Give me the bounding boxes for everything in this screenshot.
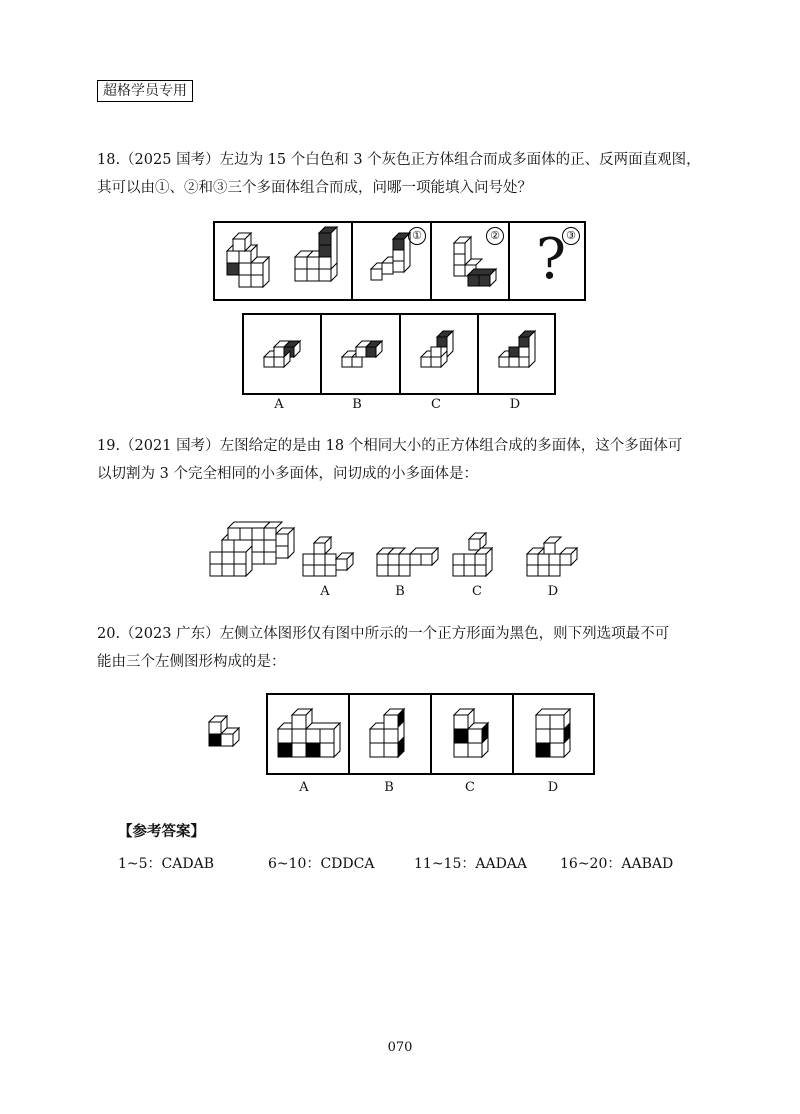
q18-option-b-cubes [322,315,399,393]
q19-label-d: D [547,584,559,599]
q20-line1: 20.（2023 广东）左侧立体图形仅有图中所示的一个正方形面为黑色，则下列选项最不可 [97,626,670,642]
q18-option-a[interactable] [244,315,322,393]
q20-label-c: C [465,780,475,795]
q19-option-c[interactable] [453,533,492,576]
q19-question [97,432,717,488]
q20-option-a[interactable] [268,695,350,773]
answer-6-10: 6~10：CDDCA [268,856,375,872]
q18-question-mark: ? [536,227,567,292]
q19-label-b: B [395,584,405,599]
q20-label-d: D [547,780,559,795]
q20-option-b[interactable] [350,695,432,773]
q18-label-c: C [431,397,441,412]
q18-options [242,313,556,395]
q18-option-d[interactable] [479,315,554,393]
q18-option-c-cubes [401,315,477,393]
q18-option-c[interactable] [401,315,479,393]
q18-question [97,146,717,202]
q18-mark-1: ① [408,227,426,245]
q18-problem-figure [213,221,586,301]
q19-option-d[interactable] [527,537,577,576]
q18-front-back-cubes [215,223,351,299]
page-number: 070 [387,1040,413,1055]
answer-1-5: 1~5：CADAB [118,856,214,872]
q19-label-a: A [320,584,330,599]
q18-mark-2: ② [486,227,504,245]
q19-label-c: C [472,584,482,599]
q18-option-a-cubes [244,315,320,393]
q18-line2: 其可以由①、②和③三个多面体组合而成，问哪一项能填入问号处？ [97,180,532,196]
q18-label-a: A [274,397,284,412]
answer-11-15: 11~15：AADAA [414,856,528,872]
q20-option-d[interactable] [514,695,593,773]
q18-piece-1 [353,223,432,299]
q18-label-b: B [352,397,362,412]
q18-option-b[interactable] [322,315,401,393]
q20-option-b-cubes [350,695,430,773]
q18-mark-3: ③ [562,227,580,245]
q20-options [266,693,595,775]
q20-given-shape [205,712,250,757]
q18-option-d-cubes [479,315,554,393]
q19-figures [205,514,595,580]
student-only-badge: 超格学员专用 [97,80,193,102]
q19-option-a[interactable] [303,537,353,576]
q20-line2: 能由三个左侧图形构成的是： [97,654,286,670]
q19-line2: 以切割为 3 个完全相同的小多面体，问切成的小多面体是： [97,466,478,482]
answers-title: 【参考答案】 [118,824,205,840]
q20-option-a-cubes [268,695,348,773]
q20-option-d-cubes [514,695,593,773]
q20-question [97,620,717,676]
q20-label-b: B [384,780,394,795]
q18-piece-2 [432,223,510,299]
q19-option-b[interactable] [377,548,438,576]
q18-line1: 18.（2025 国考）左边为 15 个白色和 3 个灰色正方体组合而成多面体的正、反两面直观图， [97,152,701,168]
q18-piece-3 [510,223,584,299]
q20-option-c-cubes [432,695,512,773]
q18-label-d: D [509,397,521,412]
q18-front-back-views [215,223,353,299]
q20-label-a: A [299,780,309,795]
answer-16-20: 16~20：AABAD [560,856,674,872]
q19-line1: 19.（2021 国考）左图给定的是由 18 个相同大小的正方体组合成的多面体，这个多面体可 [97,438,683,454]
q20-option-c[interactable] [432,695,514,773]
